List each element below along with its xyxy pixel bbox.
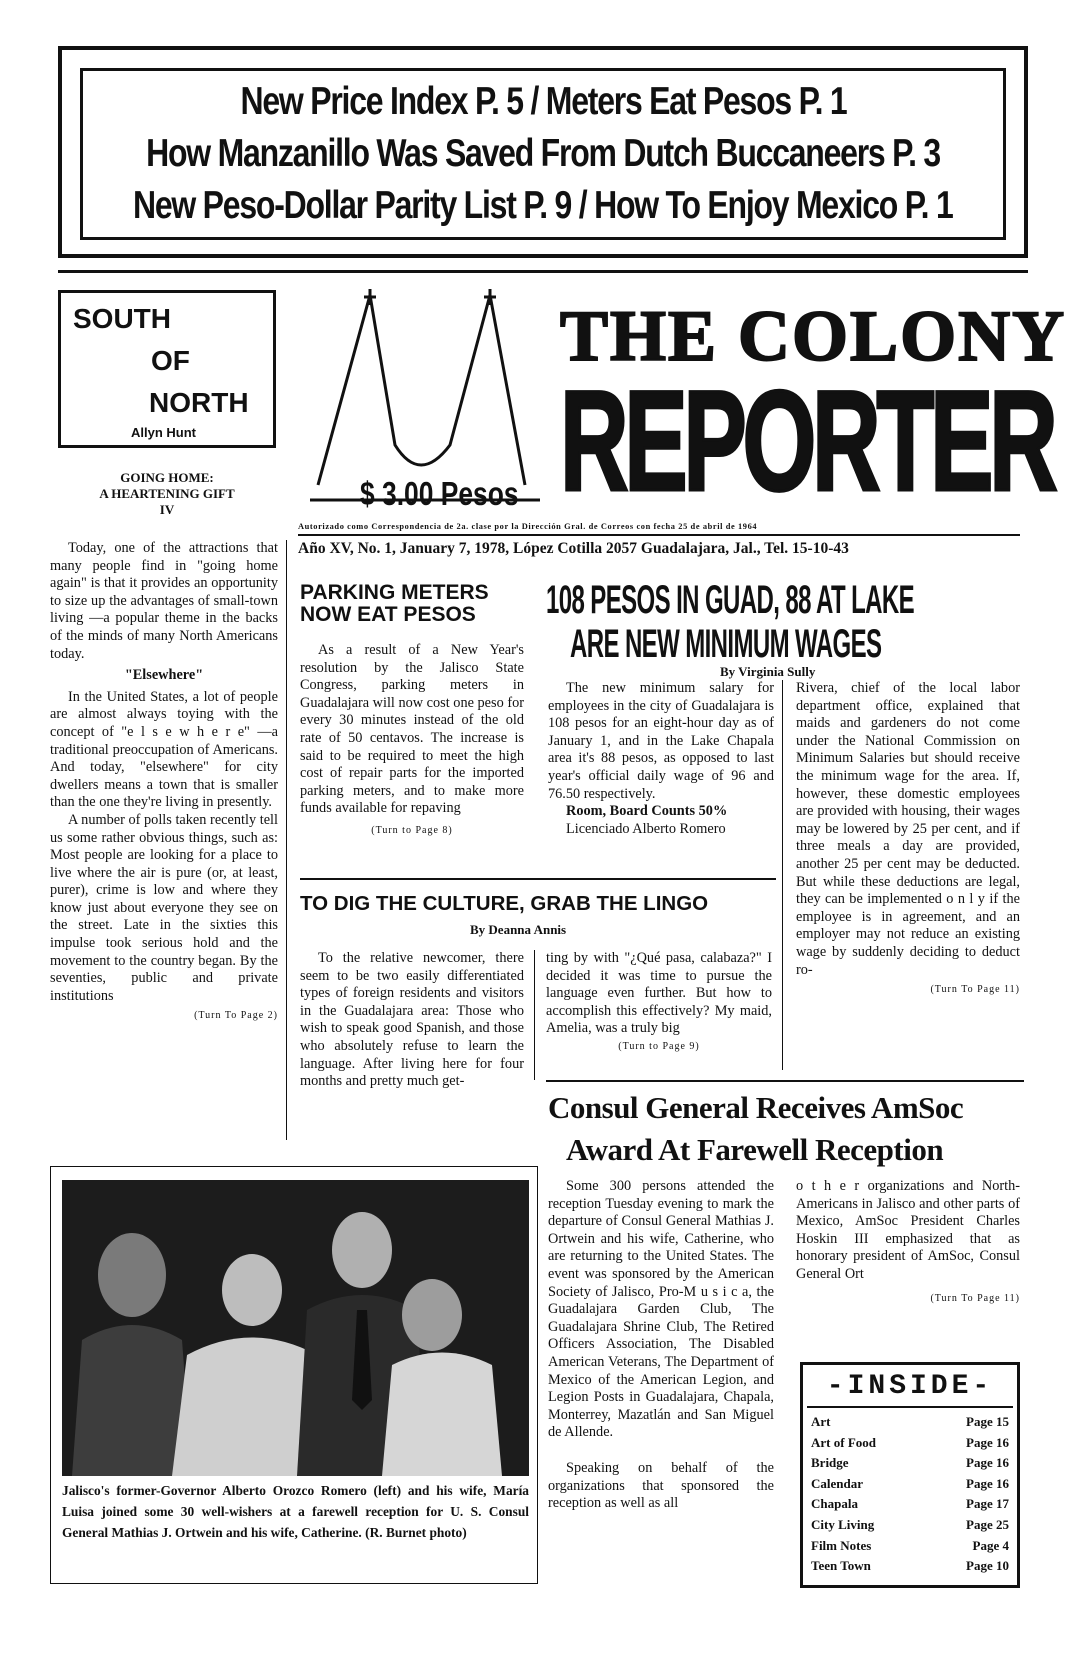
banner-box	[58, 46, 1028, 258]
culture-divider	[534, 950, 535, 1080]
wages-turn: (Turn To Page 11)	[930, 984, 1020, 996]
wages-col-1-body-b: Licenciado Alberto Romero	[566, 820, 726, 837]
inside-item	[811, 1556, 1009, 1577]
wages-col-1-body: The new minimum salary for employees in the city of Guadalajara is 108 pesos for an eight-hour day as of January 1, and in the Lake Chapala area it's 88 pesos, as opposed to last year's official daily wage of 96 and 76.50 respectively.	[548, 680, 774, 802]
wages-divider	[782, 680, 783, 1070]
culture-col-1-body: To the relative newcomer, there seem to be two easily differentiated types of foreign residents and visitors in the Guadalajara area: Those who wish to speak good Spanish, and those who absolutely refuse to learn the language. After living here for four months and pretty much get-	[300, 950, 524, 1090]
masthead-dateline: Año XV, No. 1, January 7, 1978, López Cotilla 2057 Guadalajara, Jal., Tel. 15-10-43	[298, 540, 849, 557]
column-author: Allyn Hunt	[131, 425, 196, 440]
parking-rule	[300, 878, 776, 880]
wages-subhead: Room, Board Counts 50%	[566, 803, 728, 820]
culture-col-2	[546, 950, 772, 1056]
consul-col-2	[796, 1178, 1020, 1307]
parking-headline-1: PARKING METERS	[300, 581, 489, 604]
parking-turn: (Turn to Page 8)	[371, 824, 453, 836]
consul-col-1-body-b: Speaking on behalf of the organizations that sponsored the reception as well as all	[548, 1459, 774, 1512]
culture-byline: By Deanna Annis	[470, 922, 567, 937]
banner-line-1: New Price Index P. 5 / Meters Eat Pesos P. 1	[240, 80, 846, 123]
column-title-of: OF	[151, 345, 190, 376]
inside-item	[811, 1536, 1009, 1557]
inside-item-page: Page 16	[966, 1434, 1009, 1450]
wages-col-2-body: Rivera, chief of the local labor department office, explained that maids and gardeners do not come under the National Commission on Minimum Salaries but should receive the minimum wage for the area. If, however, these domestic employees are provided with housing, their wages may be lowered by 25 per cent, and if three meals a day are provided, another 25 per cent may be deducted. But while these deductions are legal, they can be implemented o n l y if the employee is in agreement, and an employer may not reduce an existing wage by suddenly deciding to deduct ro-	[796, 680, 1020, 978]
inside-item-label: Calendar	[811, 1475, 863, 1491]
culture-turn: (Turn to Page 9)	[618, 1040, 700, 1052]
culture-rule	[546, 1080, 1024, 1082]
inside-item	[811, 1453, 1009, 1474]
column-para-1: Today, one of the attractions that many people find in "going home again" is that it provides an opportunity to size up the advantages of small-town living —a popular theme in the backs of the minds of many North Americans today.	[50, 540, 278, 662]
consul-col-2-body: o t h e r organizations and North-Americans in Jalisco and other parts of Mexico, AmSoc President Charles Hoskin III emphasized that as honorary president of AmSoc, Consul General Ort	[796, 1178, 1020, 1282]
parking-body: As a result of a New Year's resolution by the Jalisco State Congress, parking meters in Guadalajara will now cost one peso for every 30 minutes instead of the old rate of 50 centavos. The increase is said to be required to meet the high cost of repair parts for the imported parking meters, and to make more funds available for repaving	[300, 642, 524, 817]
consul-col-1	[548, 1178, 774, 1513]
masthead-title-top: THE COLONY	[560, 296, 1067, 376]
photo-image	[62, 1180, 529, 1476]
column-title-south: SOUTH	[73, 303, 171, 334]
inside-item-label: City Living	[811, 1516, 875, 1532]
column-section-head: "Elsewhere"	[124, 667, 204, 684]
inside-item-page: Page 16	[966, 1475, 1009, 1491]
photo-people-icon	[62, 1180, 529, 1476]
consul-col-1-body: Some 300 persons attended the reception Tuesday evening to mark the departure of Consul General Mathias J. Ortwein and his wife, Catherine, who are returning to the United States. The event was sponsored by the American Society of Jalisco, Pro-M u s i c a, the Guadalajara Garden Club, The Guadalajara Shrine Club, The Retired Officers Association, The Disabled American Veterans, The Department of Mexico of the American Legion, and Legion Posts in Guadalajara, Chapala, Monterrey, Mazatlán and San Miguel de Allende.	[548, 1178, 774, 1441]
inside-title: -INSIDE-	[826, 1371, 994, 1402]
wages-col-2	[796, 680, 1020, 999]
wages-headline-1: 108 PESOS IN GUAD, 88 AT LAKE	[546, 578, 915, 622]
inside-item-label: Bridge	[811, 1455, 849, 1471]
inside-item-label: Film Notes	[811, 1537, 872, 1553]
column-para-3: A number of polls taken recently tell us some rather obvious things, such as: Most people are looking for a place to live where the air is pure (or, at least, purer), crime is low and where they know just about everyone they see on the street. Late in the sixties this impulse took serious hold and the movement to the country began. By the seventies, public and private institutions	[50, 811, 278, 1004]
inside-item	[811, 1494, 1009, 1515]
banner-inner	[80, 68, 1006, 240]
consul-turn: (Turn To Page 11)	[930, 1292, 1020, 1304]
inside-item-label: Teen Town	[811, 1558, 871, 1574]
culture-headline: TO DIG THE CULTURE, GRAB THE LINGO	[300, 892, 709, 915]
column-title-box	[58, 290, 276, 448]
inside-rule	[807, 1406, 1013, 1408]
column-subhead-2: A HEARTENING GIFT	[99, 486, 235, 501]
masthead-rule	[298, 534, 1020, 536]
photo-caption: Jalisco's former-Governor Alberto Orozco Romero (left) and his wife, María Luisa joined some 30 well-wishers at a farewell reception for U. S. Consul General Mathias J. Ortwein and his wife, Catherine. (R. Burnet photo)	[62, 1483, 529, 1540]
culture-col-1	[300, 950, 524, 1091]
wages-headline-wrap-2	[570, 622, 1010, 667]
inside-item-page: Page 4	[972, 1537, 1009, 1553]
masthead-title-big: REPORTER	[560, 361, 1054, 521]
wages-headline-wrap	[546, 578, 1026, 623]
column-title-north: NORTH	[149, 387, 249, 418]
banner-line-3: New Peso-Dollar Parity List P. 9 / How To Enjoy Mexico P. 1	[133, 184, 953, 227]
inside-item	[811, 1474, 1009, 1495]
inside-list	[803, 1412, 1017, 1577]
wages-headline-2: ARE NEW MINIMUM WAGES	[570, 622, 882, 666]
inside-item-page: Page 25	[966, 1516, 1009, 1532]
consul-headline-1: Consul General Receives AmSoc	[548, 1090, 964, 1125]
inside-item	[811, 1412, 1009, 1433]
inside-box	[800, 1362, 1020, 1588]
inside-item-label: Chapala	[811, 1496, 858, 1512]
column-subhead-3: IV	[159, 502, 175, 517]
column-subhead-1: GOING HOME:	[120, 470, 214, 485]
banner-line-2: How Manzanillo Was Saved From Dutch Buccaneers P. 3	[146, 132, 940, 175]
masthead-price: $ 3.00 Pesos	[360, 475, 519, 512]
column-turn: (Turn To Page 2)	[194, 1010, 278, 1022]
parking-headline-2: NOW EAT PESOS	[300, 603, 476, 626]
column-divider	[286, 540, 287, 1140]
inside-item-page: Page 16	[966, 1455, 1009, 1471]
inside-item	[811, 1433, 1009, 1454]
inside-item-page: Page 17	[966, 1496, 1009, 1512]
column-para-2: In the United States, a lot of people are almost always toying with the concept of "e l s e w h e r e" —a traditional preoccupation of Americans. And today, "elsewhere" for city dwellers means a town that is smaller than the one they're living in presently.	[50, 688, 278, 811]
inside-item	[811, 1515, 1009, 1536]
inside-item-page: Page 15	[966, 1414, 1009, 1429]
consul-headline-2: Award At Farewell Reception	[566, 1132, 944, 1167]
parking-body-wrap	[300, 642, 524, 840]
culture-col-2-body: ting by with "¿Qué pasa, calabaza?" I decided it was time to pursue the language even further. But how to accomplish this effectively? My maid, Amelia, was a truly big	[546, 950, 772, 1037]
masthead-authorization: Autorizado como Correspondencia de 2a. clase por la Dirección Gral. de Correos con fecha 25 de abril de 1964	[298, 522, 758, 531]
column-body	[50, 540, 278, 1025]
inside-item-label: Art of Food	[811, 1434, 876, 1450]
banner-rule	[58, 270, 1028, 273]
wages-byline: By Virginia Sully	[720, 664, 816, 679]
inside-item-label: Art	[811, 1414, 831, 1429]
inside-item-page: Page 10	[966, 1558, 1009, 1574]
wages-col-1	[548, 680, 774, 838]
